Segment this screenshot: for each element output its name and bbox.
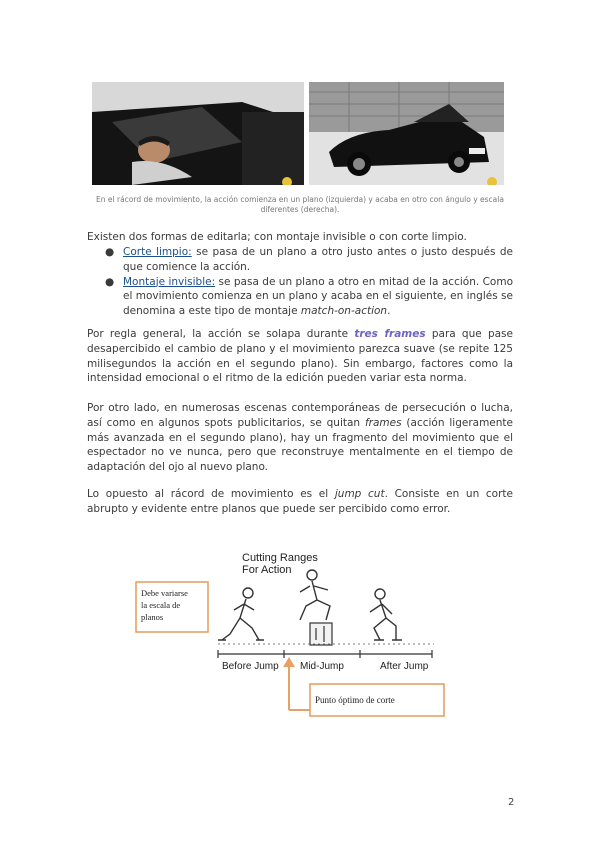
photo-caption: En el rácord de movimiento, la acción comienza en un plano (izquierda) y acaba en otro con ángulo y escala diferentes (derecha). — [96, 195, 504, 214]
term-corte-limpio: Corte limpio: — [123, 246, 192, 258]
list-item-end: . — [387, 305, 391, 318]
italic-frames: frames — [364, 416, 402, 429]
list-item-text: se pasa de un plano a otro en mitad de la acción. Como el movimiento comienza en un plano y acaba en el siguiente, en inglés se denomina a este tipo de montaje — [123, 275, 513, 318]
intro-text: Existen dos formas de editarla; con montaje invisible o con corte limpio. — [87, 231, 467, 243]
label-after-jump: After Jump — [380, 661, 429, 672]
cutting-ranges-diagram — [134, 548, 468, 718]
left-box-line-2: la escala de — [141, 600, 181, 610]
label-mid-jump: Mid-Jump — [300, 661, 344, 672]
bullet-icon: ● — [105, 246, 115, 258]
italic-jump-cut: jump cut — [334, 488, 385, 500]
page-number: 2 — [508, 797, 515, 808]
italic-term: match-on-action — [300, 305, 388, 318]
paragraph-overlap: Por regla general, la acción se solapa durante tres frames para que pase desapercibido el cambio de plano y el movimiento parezca suave (se repite 125 milisegundos la acción en el segundo plano). Sin embargo, factores como la intensidad emocional o el ritmo de la edición pueden variar esta norma. — [87, 328, 513, 385]
bottom-box-label: Punto óptimo de corte — [315, 695, 395, 705]
diagram-title-1: Cutting Ranges — [242, 552, 318, 564]
car-driver-photo — [92, 82, 304, 185]
paragraph-frames-removed: Por otro lado, en numerosas escenas contemporáneas de persecución o lucha, así como en algunos spots publicitarios, se quitan frames (acción ligeramente más avanzada en el segundo plano), hay un fragmento del movimiento que el espectador no ve nunca, pero que reconstruye mentalmente en el tiempo de adaptación del ojo al nuevo plano. — [87, 402, 513, 474]
list-item — [87, 275, 513, 319]
left-box-line-1: Debe variarse — [141, 588, 188, 598]
term-montaje-invisible: Montaje invisible: — [123, 275, 216, 288]
box-obstacle-icon — [310, 623, 332, 645]
left-box-line-3: planos — [141, 612, 164, 622]
edit-methods-list — [87, 245, 513, 319]
bullet-icon: ● — [105, 275, 115, 288]
paragraph-jump-cut: Lo opuesto al rácord de movimiento es el jump cut. Consiste en un corte abrupto y evidente entre planos que puede ser percibido como error. — [87, 488, 513, 515]
convertible-car-photo — [309, 82, 504, 185]
diagram-title-2: For Action — [242, 564, 292, 576]
highlight-tres-frames: tres frames — [354, 328, 426, 340]
list-item — [87, 245, 513, 275]
label-before-jump: Before Jump — [222, 661, 279, 672]
photo-strip — [92, 82, 504, 185]
list-item-text: se pasa de un plano a otro justo antes o justo después de que comience la acción. — [123, 246, 514, 273]
